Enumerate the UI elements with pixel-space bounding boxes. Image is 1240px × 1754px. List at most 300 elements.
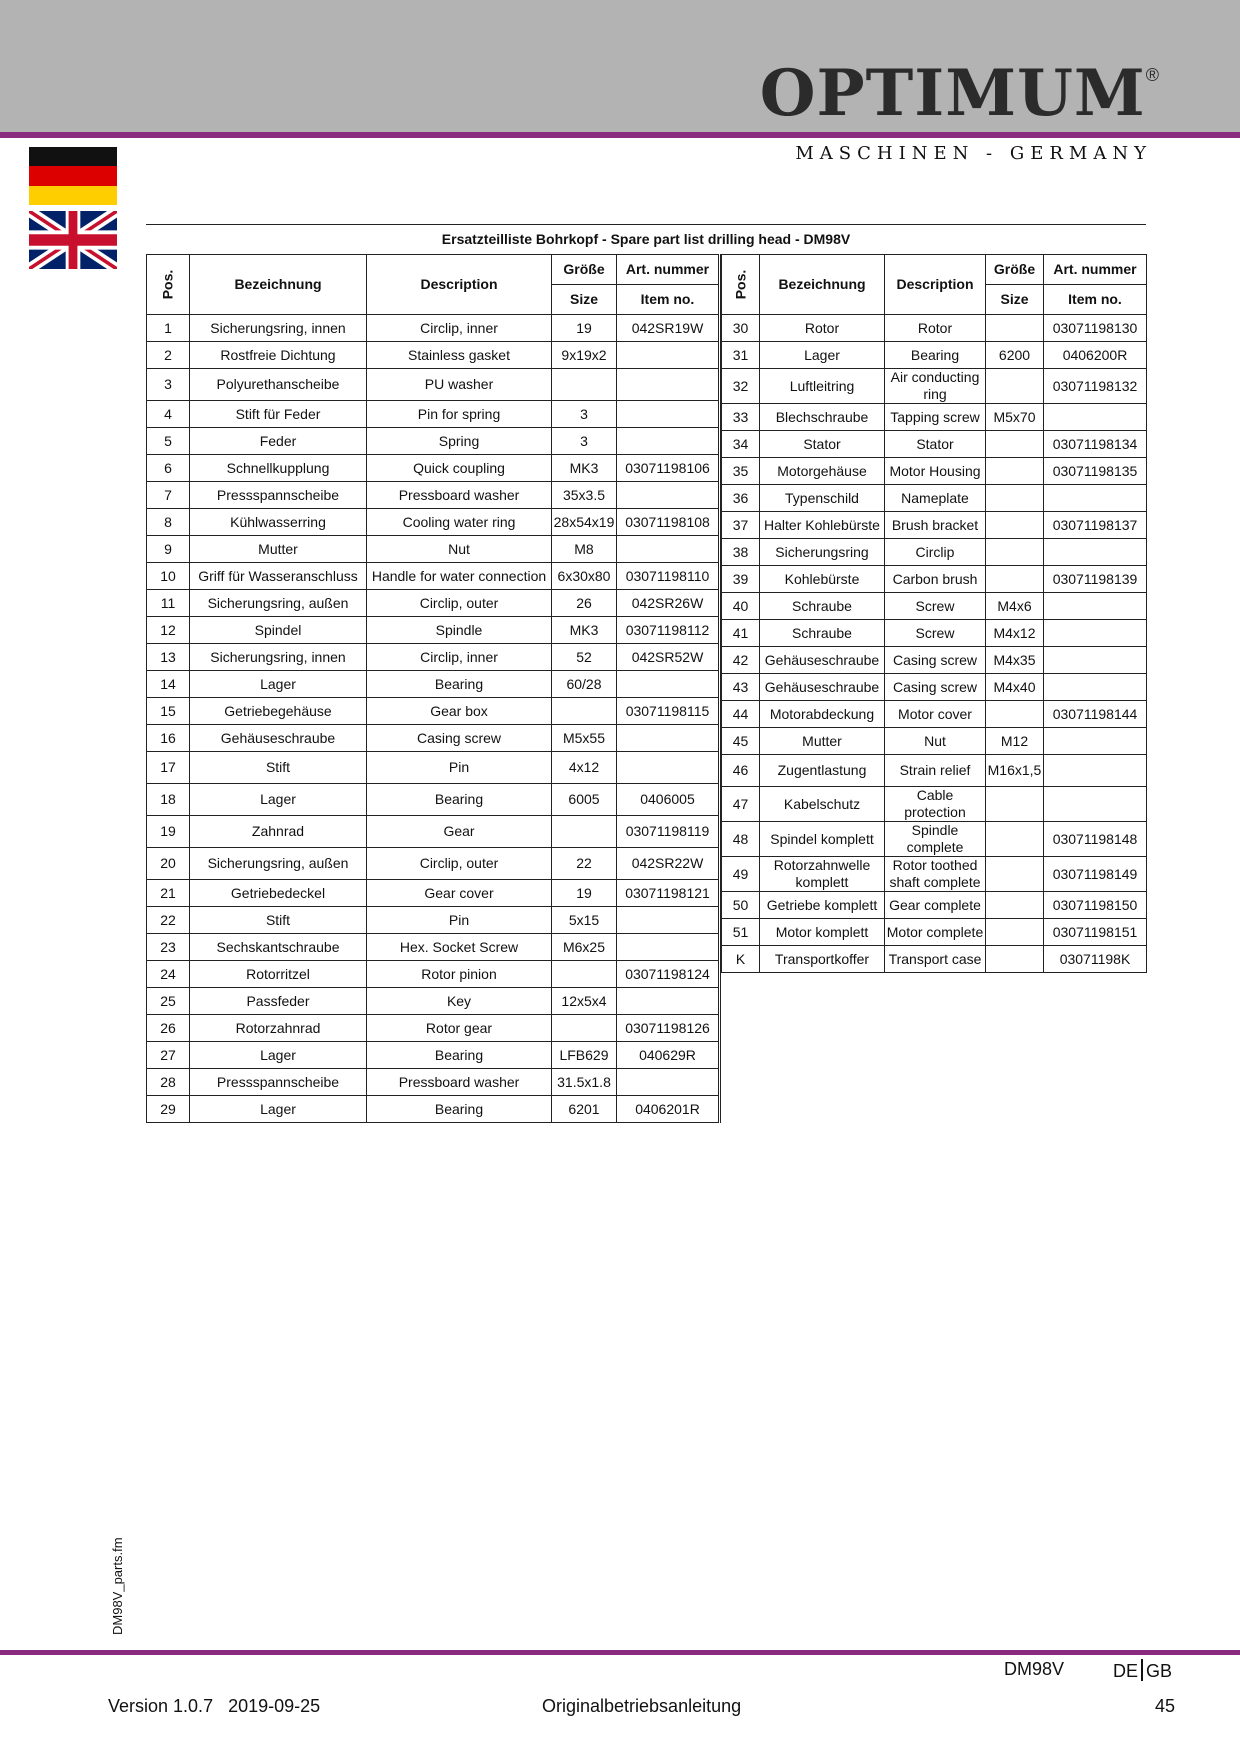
cell-item: 03071198K — [1044, 946, 1147, 973]
table-row — [147, 698, 719, 725]
cell-item: 03071198134 — [1044, 431, 1147, 458]
footer-language: DE GB — [1113, 1661, 1173, 1681]
cell-en: Rotor pinion — [367, 961, 552, 988]
cell-de: Stator — [760, 431, 885, 458]
table-row — [147, 644, 719, 671]
cell-en: Casing screw — [367, 725, 552, 752]
cell-pos: 6 — [147, 455, 190, 482]
cell-item: 03071198119 — [617, 816, 719, 848]
cell-pos: 33 — [722, 404, 760, 431]
cell-size: M16x1,5 — [986, 755, 1044, 787]
cell-pos: 30 — [722, 315, 760, 342]
brand-logo: OPTIMUM® — [759, 56, 1160, 131]
cell-pos: 11 — [147, 590, 190, 617]
cell-pos: 32 — [722, 369, 760, 404]
cell-de: Gehäuseschraube — [190, 725, 367, 752]
cell-pos: 9 — [147, 536, 190, 563]
cell-size — [986, 566, 1044, 593]
header-rule — [0, 132, 1240, 138]
cell-pos: 10 — [147, 563, 190, 590]
table-row — [147, 509, 719, 536]
cell-item: 03071198137 — [1044, 512, 1147, 539]
table-row — [722, 512, 1147, 539]
cell-item — [1044, 620, 1147, 647]
table-row — [147, 907, 719, 934]
cell-de: Getriebegehäuse — [190, 698, 367, 725]
cell-size: 3 — [552, 401, 617, 428]
cell-de: Schraube — [760, 620, 885, 647]
table-row — [147, 482, 719, 509]
cell-size: 9x19x2 — [552, 342, 617, 369]
cell-de: Rotorritzel — [190, 961, 367, 988]
cell-size — [986, 946, 1044, 973]
table-row — [147, 988, 719, 1015]
table-row — [147, 816, 719, 848]
table-row — [722, 822, 1147, 857]
cell-en: Quick coupling — [367, 455, 552, 482]
cell-pos: 39 — [722, 566, 760, 593]
table-row — [147, 428, 719, 455]
cell-en: Transport case — [885, 946, 986, 973]
cell-de: Lager — [190, 671, 367, 698]
header-pos: Pos. — [722, 255, 760, 315]
cell-size — [986, 485, 1044, 512]
cell-item: 03071198121 — [617, 880, 719, 907]
cell-item: 03071198124 — [617, 961, 719, 988]
cell-size — [552, 698, 617, 725]
header-bezeichnung: Bezeichnung — [760, 255, 885, 315]
cell-size — [986, 892, 1044, 919]
footer-document-type: Originalbetriebsanleitung — [542, 1696, 742, 1716]
cell-item: 03071198132 — [1044, 369, 1147, 404]
brand-tagline: MASCHINEN - GERMANY — [795, 143, 1152, 164]
cell-size: M4x40 — [986, 674, 1044, 701]
table-row — [147, 752, 719, 784]
table-row — [722, 404, 1147, 431]
cell-item — [617, 401, 719, 428]
cell-de: Schraube — [760, 593, 885, 620]
cell-size: 28x54x19 — [552, 509, 617, 536]
cell-size: M12 — [986, 728, 1044, 755]
cell-item — [1044, 485, 1147, 512]
cell-item: 042SR52W — [617, 644, 719, 671]
cell-en: Bearing — [367, 784, 552, 816]
cell-en: Casing screw — [885, 647, 986, 674]
cell-size — [552, 816, 617, 848]
cell-de: Sicherungsring, innen — [190, 644, 367, 671]
cell-size — [986, 431, 1044, 458]
cell-de: Pressspannscheibe — [190, 482, 367, 509]
cell-item — [1044, 404, 1147, 431]
cell-pos: 26 — [147, 1015, 190, 1042]
cell-item — [617, 671, 719, 698]
cell-en: Circlip, inner — [367, 315, 552, 342]
cell-size: 6005 — [552, 784, 617, 816]
cell-size: 19 — [552, 880, 617, 907]
table-row — [722, 892, 1147, 919]
cell-de: Lager — [190, 1042, 367, 1069]
cell-pos: 7 — [147, 482, 190, 509]
table-row — [722, 369, 1147, 404]
table-row — [147, 617, 719, 644]
cell-pos: 42 — [722, 647, 760, 674]
cell-pos: 34 — [722, 431, 760, 458]
cell-de: Sicherungsring — [760, 539, 885, 566]
cell-pos: 4 — [147, 401, 190, 428]
cell-size — [986, 512, 1044, 539]
cell-item: 03071198135 — [1044, 458, 1147, 485]
cell-pos: 12 — [147, 617, 190, 644]
cell-size: 4x12 — [552, 752, 617, 784]
cell-pos: 13 — [147, 644, 190, 671]
cell-pos: 24 — [147, 961, 190, 988]
cell-item: 03071198115 — [617, 698, 719, 725]
cell-pos: 36 — [722, 485, 760, 512]
cell-en: PU washer — [367, 369, 552, 401]
table-title: Ersatzteilliste Bohrkopf - Spare part list drilling head - DM98V — [441, 231, 851, 247]
cell-size: 22 — [552, 848, 617, 880]
cell-size: 5x15 — [552, 907, 617, 934]
cell-size: 52 — [552, 644, 617, 671]
cell-size: M4x6 — [986, 593, 1044, 620]
cell-item: 042SR26W — [617, 590, 719, 617]
header-item-no: Item no. — [617, 285, 719, 315]
cell-item — [1044, 539, 1147, 566]
header-pos: Pos. — [147, 255, 190, 315]
cell-pos: 22 — [147, 907, 190, 934]
header-bezeichnung: Bezeichnung — [190, 255, 367, 315]
table-row — [722, 485, 1147, 512]
table-row — [722, 919, 1147, 946]
cell-pos: 28 — [147, 1069, 190, 1096]
cell-en: Circlip, outer — [367, 848, 552, 880]
cell-de: Polyurethanscheibe — [190, 369, 367, 401]
cell-de: Gehäuseschraube — [760, 674, 885, 701]
table-row — [147, 590, 719, 617]
table-row — [147, 536, 719, 563]
cell-size — [986, 822, 1044, 857]
cell-de: Rotorzahnrad — [190, 1015, 367, 1042]
cell-pos: 45 — [722, 728, 760, 755]
cell-size — [986, 919, 1044, 946]
cell-pos: 18 — [147, 784, 190, 816]
cell-de: Passfeder — [190, 988, 367, 1015]
cell-de: Lager — [190, 784, 367, 816]
table-row — [722, 566, 1147, 593]
cell-en: Gear complete — [885, 892, 986, 919]
cell-de: Mutter — [190, 536, 367, 563]
cell-en: Screw — [885, 620, 986, 647]
cell-en: Handle for water connection — [367, 563, 552, 590]
cell-item: 03071198130 — [1044, 315, 1147, 342]
cell-en: Circlip, inner — [367, 644, 552, 671]
cell-de: Stift für Feder — [190, 401, 367, 428]
cell-de: Zahnrad — [190, 816, 367, 848]
table-row — [722, 315, 1147, 342]
table-row — [147, 342, 719, 369]
cell-de: Lager — [190, 1096, 367, 1123]
cell-de: Pressspannscheibe — [190, 1069, 367, 1096]
cell-item — [617, 536, 719, 563]
cell-en: Spring — [367, 428, 552, 455]
cell-size: 3 — [552, 428, 617, 455]
cell-size — [986, 701, 1044, 728]
cell-en: Circlip, outer — [367, 590, 552, 617]
cell-pos: 37 — [722, 512, 760, 539]
header-art-nummer: Art. nummer — [1044, 255, 1147, 285]
cell-size — [986, 787, 1044, 822]
cell-size — [986, 315, 1044, 342]
cell-pos: 35 — [722, 458, 760, 485]
cell-en: Pin for spring — [367, 401, 552, 428]
cell-size: 31.5x1.8 — [552, 1069, 617, 1096]
cell-en: Spindle complete — [885, 822, 986, 857]
cell-de: Sicherungsring, innen — [190, 315, 367, 342]
header-groesse: Größe — [552, 255, 617, 285]
cell-pos: 29 — [147, 1096, 190, 1123]
table-row — [147, 369, 719, 401]
cell-pos: 27 — [147, 1042, 190, 1069]
side-file-label: DM98V_parts.fm — [110, 1537, 125, 1635]
cell-en: Key — [367, 988, 552, 1015]
cell-item: 03071198126 — [617, 1015, 719, 1042]
cell-en: Casing screw — [885, 674, 986, 701]
table-row — [722, 342, 1147, 369]
table-row — [147, 961, 719, 988]
cell-de: Feder — [190, 428, 367, 455]
cell-item — [617, 1069, 719, 1096]
table-separator — [718, 254, 721, 1123]
cell-en: Circlip — [885, 539, 986, 566]
cell-en: Bearing — [367, 1096, 552, 1123]
parts-table-left — [146, 254, 719, 1123]
cell-de: Luftleitring — [760, 369, 885, 404]
cell-pos: 38 — [722, 539, 760, 566]
cell-size — [552, 1015, 617, 1042]
cell-item: 03071198108 — [617, 509, 719, 536]
cell-pos: 40 — [722, 593, 760, 620]
table-row — [722, 728, 1147, 755]
cell-item: 03071198144 — [1044, 701, 1147, 728]
cell-de: Sicherungsring, außen — [190, 848, 367, 880]
cell-de: Gehäuseschraube — [760, 647, 885, 674]
cell-en: Gear — [367, 816, 552, 848]
cell-en: Stator — [885, 431, 986, 458]
cell-de: Transportkoffer — [760, 946, 885, 973]
cell-pos: 44 — [722, 701, 760, 728]
header-description: Description — [885, 255, 986, 315]
cell-size: 12x5x4 — [552, 988, 617, 1015]
table-row — [147, 725, 719, 752]
header-description: Description — [367, 255, 552, 315]
cell-pos: 31 — [722, 342, 760, 369]
cell-en: Pressboard washer — [367, 1069, 552, 1096]
cell-size: 6x30x80 — [552, 563, 617, 590]
cell-item — [617, 428, 719, 455]
table-row — [147, 934, 719, 961]
cell-en: Spindle — [367, 617, 552, 644]
table-row — [147, 880, 719, 907]
cell-de: Motor komplett — [760, 919, 885, 946]
cell-size: M4x35 — [986, 647, 1044, 674]
cell-item — [1044, 755, 1147, 787]
cell-size: M5x70 — [986, 404, 1044, 431]
table-row — [722, 593, 1147, 620]
cell-de: Halter Kohlebürste — [760, 512, 885, 539]
cell-en: Nameplate — [885, 485, 986, 512]
parts-table-right — [721, 254, 1147, 973]
cell-item — [617, 482, 719, 509]
cell-size: 26 — [552, 590, 617, 617]
cell-size — [986, 539, 1044, 566]
cell-item: 042SR22W — [617, 848, 719, 880]
cell-de: Zugentlastung — [760, 755, 885, 787]
cell-de: Motorgehäuse — [760, 458, 885, 485]
cell-size: M6x25 — [552, 934, 617, 961]
table-row — [147, 1042, 719, 1069]
cell-de: Spindel — [190, 617, 367, 644]
cell-pos: 19 — [147, 816, 190, 848]
cell-de: Rostfreie Dichtung — [190, 342, 367, 369]
cell-pos: 46 — [722, 755, 760, 787]
cell-en: Carbon brush — [885, 566, 986, 593]
cell-item: 0406005 — [617, 784, 719, 816]
cell-size: 35x3.5 — [552, 482, 617, 509]
cell-pos: 16 — [147, 725, 190, 752]
cell-de: Sechskantschraube — [190, 934, 367, 961]
cell-size: M4x12 — [986, 620, 1044, 647]
header-item-no: Item no. — [1044, 285, 1147, 315]
cell-en: Rotor toothed shaft complete — [885, 857, 986, 892]
cell-de: Lager — [760, 342, 885, 369]
cell-en: Tapping screw — [885, 404, 986, 431]
cell-pos: 3 — [147, 369, 190, 401]
cell-item — [1044, 593, 1147, 620]
cell-pos: 14 — [147, 671, 190, 698]
cell-de: Stift — [190, 752, 367, 784]
table-row — [722, 787, 1147, 822]
table-row — [147, 455, 719, 482]
cell-pos: 17 — [147, 752, 190, 784]
cell-pos: 50 — [722, 892, 760, 919]
cell-en: Gear cover — [367, 880, 552, 907]
cell-de: Stift — [190, 907, 367, 934]
cell-size: MK3 — [552, 617, 617, 644]
cell-en: Screw — [885, 593, 986, 620]
cell-de: Sicherungsring, außen — [190, 590, 367, 617]
cell-pos: 5 — [147, 428, 190, 455]
cell-size — [552, 961, 617, 988]
cell-item: 042SR19W — [617, 315, 719, 342]
cell-item — [617, 342, 719, 369]
cell-de: Rotor — [760, 315, 885, 342]
uk-flag-icon — [29, 211, 117, 269]
cell-de: Kohlebürste — [760, 566, 885, 593]
table-row — [722, 539, 1147, 566]
cell-en: Gear box — [367, 698, 552, 725]
cell-item: 03071198149 — [1044, 857, 1147, 892]
footer-version: Version 1.0.7 2019-09-25 — [108, 1696, 321, 1716]
cell-pos: 25 — [147, 988, 190, 1015]
cell-de: Getriebedeckel — [190, 880, 367, 907]
cell-pos: 20 — [147, 848, 190, 880]
cell-de: Griff für Wasseranschluss — [190, 563, 367, 590]
footer-rule — [0, 1650, 1240, 1655]
cell-size: LFB629 — [552, 1042, 617, 1069]
cell-en: Pressboard washer — [367, 482, 552, 509]
table-row — [722, 620, 1147, 647]
cell-pos: 51 — [722, 919, 760, 946]
cell-en: Motor complete — [885, 919, 986, 946]
cell-pos: 48 — [722, 822, 760, 857]
table-row — [722, 674, 1147, 701]
cell-item: 03071198150 — [1044, 892, 1147, 919]
cell-pos: 2 — [147, 342, 190, 369]
table-row — [722, 431, 1147, 458]
footer-model: DM98V — [1004, 1659, 1065, 1679]
cell-pos: 1 — [147, 315, 190, 342]
table-row — [147, 315, 719, 342]
cell-item: 03071198139 — [1044, 566, 1147, 593]
cell-en: Stainless gasket — [367, 342, 552, 369]
header-size: Size — [986, 285, 1044, 315]
header-size: Size — [552, 285, 617, 315]
cell-de: Typenschild — [760, 485, 885, 512]
cell-size: 6201 — [552, 1096, 617, 1123]
cell-en: Bearing — [367, 1042, 552, 1069]
cell-de: Kabelschutz — [760, 787, 885, 822]
table-row — [147, 1015, 719, 1042]
cell-de: Rotorzahnwelle komplett — [760, 857, 885, 892]
cell-item — [617, 752, 719, 784]
cell-item: 0406201R — [617, 1096, 719, 1123]
cell-en: Rotor gear — [367, 1015, 552, 1042]
cell-size: M5x55 — [552, 725, 617, 752]
cell-item — [1044, 787, 1147, 822]
german-flag-icon — [29, 147, 117, 205]
cell-en: Bearing — [367, 671, 552, 698]
cell-de: Spindel komplett — [760, 822, 885, 857]
cell-de: Motorabdeckung — [760, 701, 885, 728]
table-row — [147, 848, 719, 880]
table-row — [147, 1096, 719, 1123]
cell-de: Blechschraube — [760, 404, 885, 431]
cell-size: 6200 — [986, 342, 1044, 369]
page-number: 45 — [1155, 1696, 1176, 1716]
cell-size — [986, 369, 1044, 404]
cell-en: Pin — [367, 907, 552, 934]
table-row — [147, 401, 719, 428]
table-row — [722, 755, 1147, 787]
cell-size: M8 — [552, 536, 617, 563]
cell-en: Rotor — [885, 315, 986, 342]
cell-en: Motor Housing — [885, 458, 986, 485]
cell-size: 60/28 — [552, 671, 617, 698]
cell-size: MK3 — [552, 455, 617, 482]
table-row — [722, 701, 1147, 728]
cell-item — [1044, 674, 1147, 701]
table-row — [147, 563, 719, 590]
cell-pos: 15 — [147, 698, 190, 725]
cell-size: 19 — [552, 315, 617, 342]
table-row — [722, 857, 1147, 892]
cell-item: 03071198148 — [1044, 822, 1147, 857]
table-row — [722, 946, 1147, 973]
table-row — [147, 784, 719, 816]
cell-en: Cable protection — [885, 787, 986, 822]
cell-item: 040629R — [617, 1042, 719, 1069]
cell-pos: 23 — [147, 934, 190, 961]
